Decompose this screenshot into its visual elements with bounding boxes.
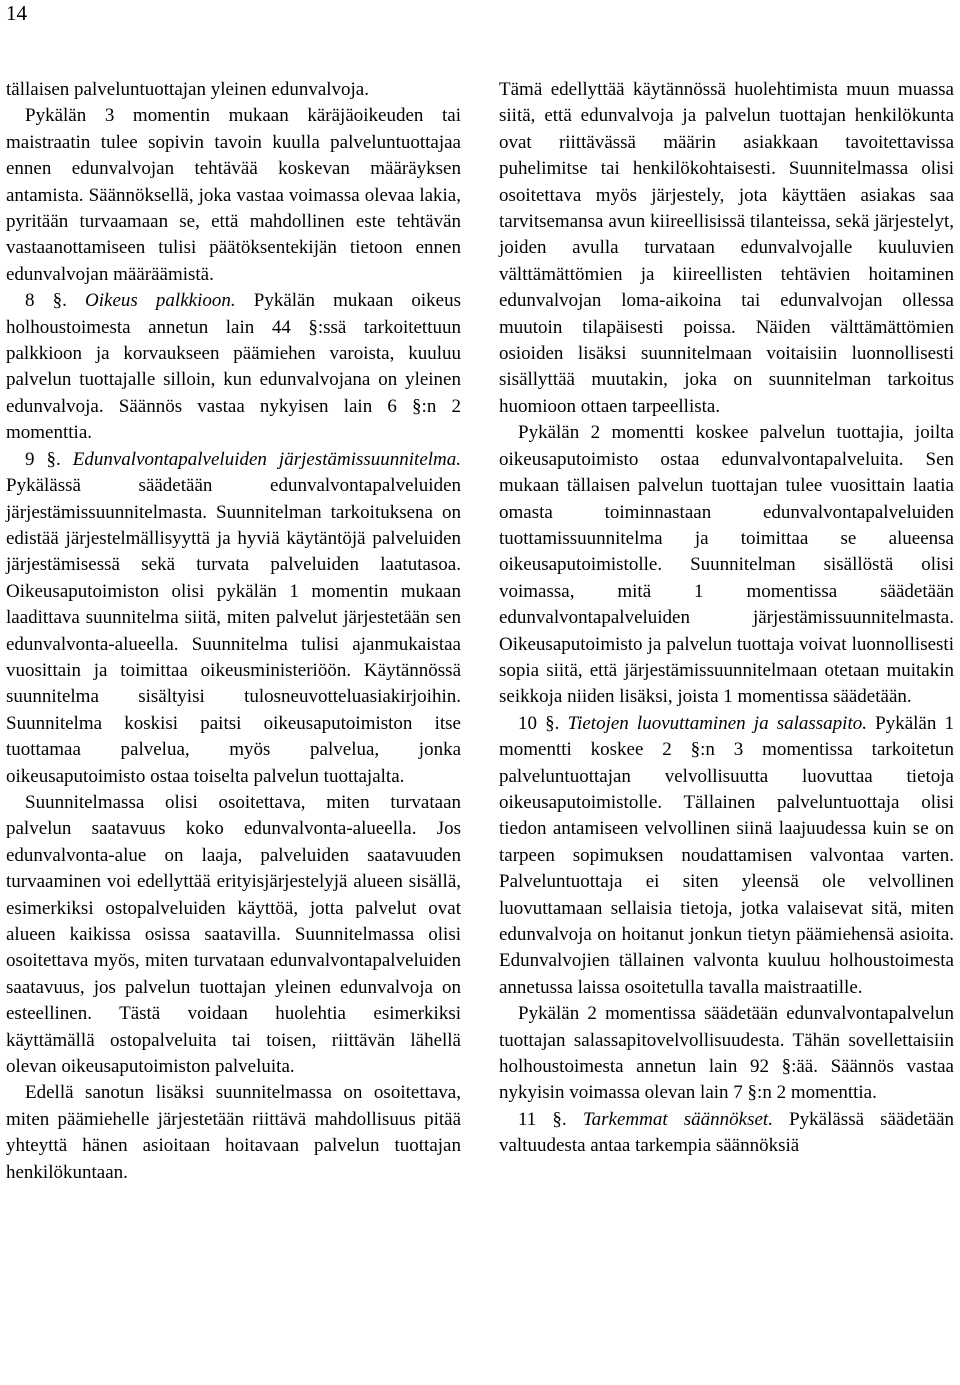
- paragraph-text: Pykälän 3 momentin mukaan käräjäoikeuden tai maistraatin tulee sopivin tavoin kuulla palveluntuottajaa ennen edunvalvojan tehtävää koskevan määräyksen antamista. Säännöksellä, joka vastaa voimassa olevaa lakia, pyritään turvaamaan se, että mahdollinen este tehtävän vastaanottamiseen tulisi päätöksentekijän tietoon ennen edunvalvojan määräämistä.: [6, 105, 461, 285]
- section-paragraph: [6, 447, 461, 790]
- paragraph-text: Tämä edellyttää käytännössä huolehtimista muun muassa siitä, että edunvalvoja ja palvelun tuottajan henkilökunta ovat riittävässä määrin asiakkaan tavoitettavissa puhelimitse tai henkilökohtaisesti. Suunnitelmassa olisi osoitettava myös järjestely, jota käyttäen asiakas saa tarvitsemansa avun kiireellisissä tilanteissa, sekä järjestelyt, joiden avulla turvataan edunvalvojalle kuuluvien välttämättömien ja kiireellisten tehtävien hoitaminen edunvalvojan loma-aikoina tai edunvalvojan ollessa muutoin tilapäisesti poissa. Näiden välttämättömien osioiden lisäksi suunnitelmaan voitaisiin luonnollisesti sisällyttää muutakin, joka on suunnitelman tarkoitus huomioon ottaen tarpeellista.: [499, 79, 954, 417]
- paragraph-text: Pykälässä säädetään valtuudesta antaa tarkempia säännöksiä: [499, 1108, 954, 1157]
- paragraph-continued: [6, 77, 461, 103]
- paragraph-text: Pykälän mukaan oikeus holhoustoimesta annetun lain 44 §:ssä tarkoitettuun palkkioon ja korvaukseen päämiehen varoista, kuuluu palvelun tuottajalle silloin, kun edunvalvojana on yleinen edunvalvoja. Säännös vastaa nykyisen lain 6 §:n 2 momenttia.: [6, 290, 461, 444]
- section-number: 8 §.: [25, 290, 67, 312]
- paragraph: [499, 420, 954, 710]
- section-title: Tietojen luovuttaminen ja salassapito.: [567, 712, 867, 734]
- left-column: [6, 77, 461, 1186]
- paragraph: [6, 103, 461, 288]
- paragraph-text: Pykälän 2 momentissa säädetään edunvalvontapalvelun tuottajan salassapitovelvollisuudesta. Tähän sovellettaisiin holhoustoimesta annetun lain 92 §:ää. Säännös vastaa nykyisin voimassa olevan lain 7 §:n 2 momenttia.: [499, 1003, 954, 1104]
- section-number: 10 §.: [518, 712, 560, 734]
- section-paragraph: [499, 711, 954, 1001]
- paragraph-text: Edellä sanotun lisäksi suunnitelmassa on osoitettava, miten päämiehelle järjestetään riittävä mahdollisuus pitää yhteyttä hänen asioitaan hoitavaan palvelun tuottajan henkilökuntaan.: [6, 1082, 461, 1183]
- section-paragraph: [499, 1107, 954, 1160]
- paragraph-continued: [499, 77, 954, 420]
- paragraph-text: tällaisen palveluntuottajan yleinen edunvalvoja.: [6, 79, 369, 100]
- page-number: 14: [6, 1, 27, 25]
- paragraph-text: Suunnitelmassa olisi osoitettava, miten turvataan palvelun saatavuus koko edunvalvonta-alueella. Jos edunvalvonta-alue on laaja, palveluiden saatavuuden turvaaminen voi edellyttää erityisjärjestelyjä alueen sisällä, esimerkiksi ostopalveluiden käyttöä, jotta palvelut ovat alueen kaikissa osissa saatavilla. Suunnitelmassa olisi osoitettava myös, miten turvataan edunvalvontapalveluiden saatavuus, jos palvelun tuottajan yleinen edunvalvoja on esteellinen. Tästä voidaan huolehtia esimerkiksi käyttämällä ostopalveluita tai toisen, riittävän lähellä olevan oikeusaputoimiston palveluita.: [6, 791, 461, 1078]
- section-number: 11 §.: [518, 1108, 567, 1130]
- section-title: Edunvalvontapalveluiden järjestämissuunnitelma.: [72, 448, 461, 470]
- paragraph: [499, 1001, 954, 1107]
- section-paragraph: [6, 288, 461, 446]
- section-number: 9 §.: [25, 448, 61, 470]
- section-title: Tarkemmat säännökset.: [582, 1108, 773, 1130]
- paragraph: [6, 790, 461, 1080]
- paragraph-text: Pykälässä säädetään edunvalvontapalveluiden järjestämissuunnitelmasta. Suunnitelman tarkoituksena on edistää järjestelmällisyyttä ja hyviä käytäntöjä palveluiden järjestämisessä sekä turvata palveluiden laatutasoa. Oikeusaputoimiston olisi pykälän 1 momentin mukaan laadittava suunnitelma siitä, miten palvelut järjestetään sen edunvalvonta-alueella. Suunnitelma tulisi ajanmukaistaa vuosittain ja toimittaa oikeusministeriöön. Käytännössä suunnitelma sisältyisi tulosneuvotteluasiakirjoihin. Suunnitelma koskisi paitsi oikeusaputoimiston itse tuottamaa palvelua, myös palvelua, jonka oikeusaputoimisto ostaa toiselta palvelun tuottajalta.: [6, 475, 461, 787]
- right-column: [499, 77, 954, 1160]
- paragraph-text: Pykälän 2 momentti koskee palvelun tuottajia, joilta oikeusaputoimisto ostaa edunvalvontapalveluita. Sen mukaan tällaisen palvelun tuottajan tulee vuosittain laatia omasta toiminnastaan edunvalvontapalveluiden tuottamissuunnitelma ja toimittaa se alueensa oikeusaputoimistolle. Suunnitelman sisällöstä olisi voimassa, mitä 1 momentissa säädetään edunvalvontapalveluiden järjestämissuunnitelmasta. Oikeusaputoimisto ja palvelun tuottaja voivat luonnollisesti sopia siitä, että järjestämissuunnitelmaan otetaan muitakin seikkoja niiden lisäksi, joista 1 momentissa säädetään.: [499, 422, 954, 708]
- paragraph-text: Pykälän 1 momentti koskee 2 §:n 3 momentissa tarkoitetun palveluntuottajan velvollisuutta luovuttaa tietoja oikeusaputoimistolle. Tällainen palveluntuottaja olisi tiedon antamiseen velvollinen siinä laajuudessa kuin se on tarpeen sopimuksen noudattamisen valvontaa varten. Palveluntuottaja ei siten yleensä ole velvollinen luovuttamaan sellaisia tietoja, jotka valaisevat sitä, miten edunvalvoja on hoitanut jonkun tietyn päämiehensä asioita. Edunvalvojien tällainen valvonta kuuluu holhoustoimesta annetussa laissa osoitetulla tavalla maistraatille.: [499, 712, 955, 998]
- paragraph: [6, 1080, 461, 1186]
- section-title: Oikeus palkkioon.: [85, 290, 236, 312]
